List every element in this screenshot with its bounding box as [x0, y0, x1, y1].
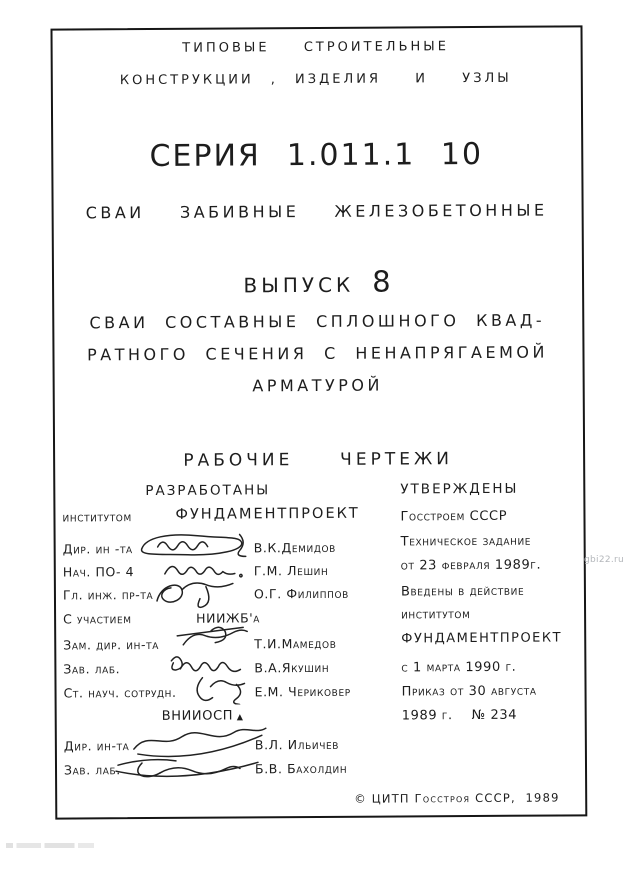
- signatory-name: В.А.Якушин: [254, 659, 330, 676]
- signatory-name: В.Л. Ильичев: [254, 736, 340, 753]
- approved-line: институтом: [401, 607, 471, 623]
- signatory-role: Ст. науч. сотрудн.: [63, 684, 177, 701]
- signatory-role: Нач. ПО- 4: [62, 564, 135, 580]
- institute-name: ФУНДАМЕНТПРОЕКТ: [175, 505, 360, 523]
- signatory-row: [1, 584, 624, 610]
- issue-label: ВЫПУСК: [243, 272, 355, 298]
- approved-line: от 23 февраля 1989г.: [400, 557, 542, 574]
- faint-watermark: [6, 843, 94, 848]
- institute-prefix: институтом: [62, 509, 132, 525]
- signatory-role: Зав. лаб.: [63, 762, 121, 778]
- signatory-name: О.Г. Филиппов: [253, 585, 349, 602]
- signatory-name: Г.М. Лешин: [253, 562, 329, 579]
- org-heading-line2: КОНСТРУКЦИИ , ИЗДЕЛИЯ И УЗЛЫ: [119, 70, 512, 89]
- signatory-role: Дир. ин-та: [63, 738, 130, 754]
- approved-line: Приказ от 30 августа: [401, 683, 537, 700]
- approved-header: УТВЕРЖДЕНЫ: [400, 480, 519, 498]
- signatory-name: Б.В. Бахолдин: [254, 760, 348, 777]
- developed-header: РАЗРАБОТАНЫ: [145, 482, 271, 500]
- issue-heading: [52, 266, 582, 298]
- signatory-row: [2, 735, 624, 761]
- series-label: СЕРИЯ: [149, 138, 261, 174]
- signatory-name: Е.М. Чериковер: [254, 683, 351, 700]
- org2-name: ВНИИОСП: [161, 708, 234, 724]
- approved-line: Введены в действие: [400, 583, 525, 600]
- signatory-role: Зав. лаб.: [63, 661, 121, 677]
- signatory-role: Дир. ин -та: [62, 541, 133, 557]
- participation-label: С участием: [63, 611, 132, 627]
- signatory-name: Т.И.Мамедов: [254, 635, 337, 652]
- signature-bakholdin: [112, 748, 262, 783]
- issue-title-line2: РАТНОГО СЕЧЕНИЯ С НЕНАПРЯГАЕМОЙ: [87, 342, 548, 365]
- org-heading-line1: ТИПОВЫЕ СТРОИТЕЛЬНЫЕ: [182, 39, 449, 56]
- issue-title-line1: СВАИ СОСТАВНЫЕ СПЛОШНОГО КВАД-: [89, 310, 546, 333]
- signatory-name: В.К.Демидов: [253, 539, 336, 556]
- copyright-notice: © ЦИТП Госстроя СССР, 1989: [354, 790, 560, 806]
- series-title: [51, 136, 581, 174]
- issue-number: 8: [372, 264, 391, 299]
- issue-title-line3: АРМАТУРОЙ: [252, 375, 384, 396]
- approved-line: Техническое задание: [400, 533, 532, 550]
- approved-line: ФУНДАМЕНТПРОЕКТ: [401, 630, 563, 647]
- signatory-role: Гл. инж. пр-та: [62, 586, 154, 603]
- signature-filippov: [149, 576, 244, 609]
- org2-line: [2, 706, 624, 732]
- signatory-row: [1, 658, 624, 684]
- signatory-role: Зам. дир. ин-та: [63, 636, 159, 653]
- approved-line: с 1 марта 1990 г.: [401, 659, 517, 676]
- doc-type-heading: РАБОЧИЕ ЧЕРТЕЖИ: [183, 449, 454, 471]
- org2-mark: ▴: [236, 708, 244, 724]
- series-number: 1.011.1 10: [286, 136, 484, 174]
- approved-line: 1989 г. № 234: [401, 707, 518, 724]
- site-watermark: gbi22.ru: [584, 555, 624, 565]
- participation-org: НИИЖБ'а: [196, 610, 261, 626]
- signatory-row: [2, 759, 624, 785]
- approved-line: Госстроем СССР: [400, 508, 508, 525]
- signature-cherikover: [186, 672, 254, 704]
- institute-line: [0, 506, 624, 532]
- document-subject: СВАИ ЗАБИВНЫЕ ЖЕЛЕЗОБЕТОННЫЕ: [85, 200, 548, 223]
